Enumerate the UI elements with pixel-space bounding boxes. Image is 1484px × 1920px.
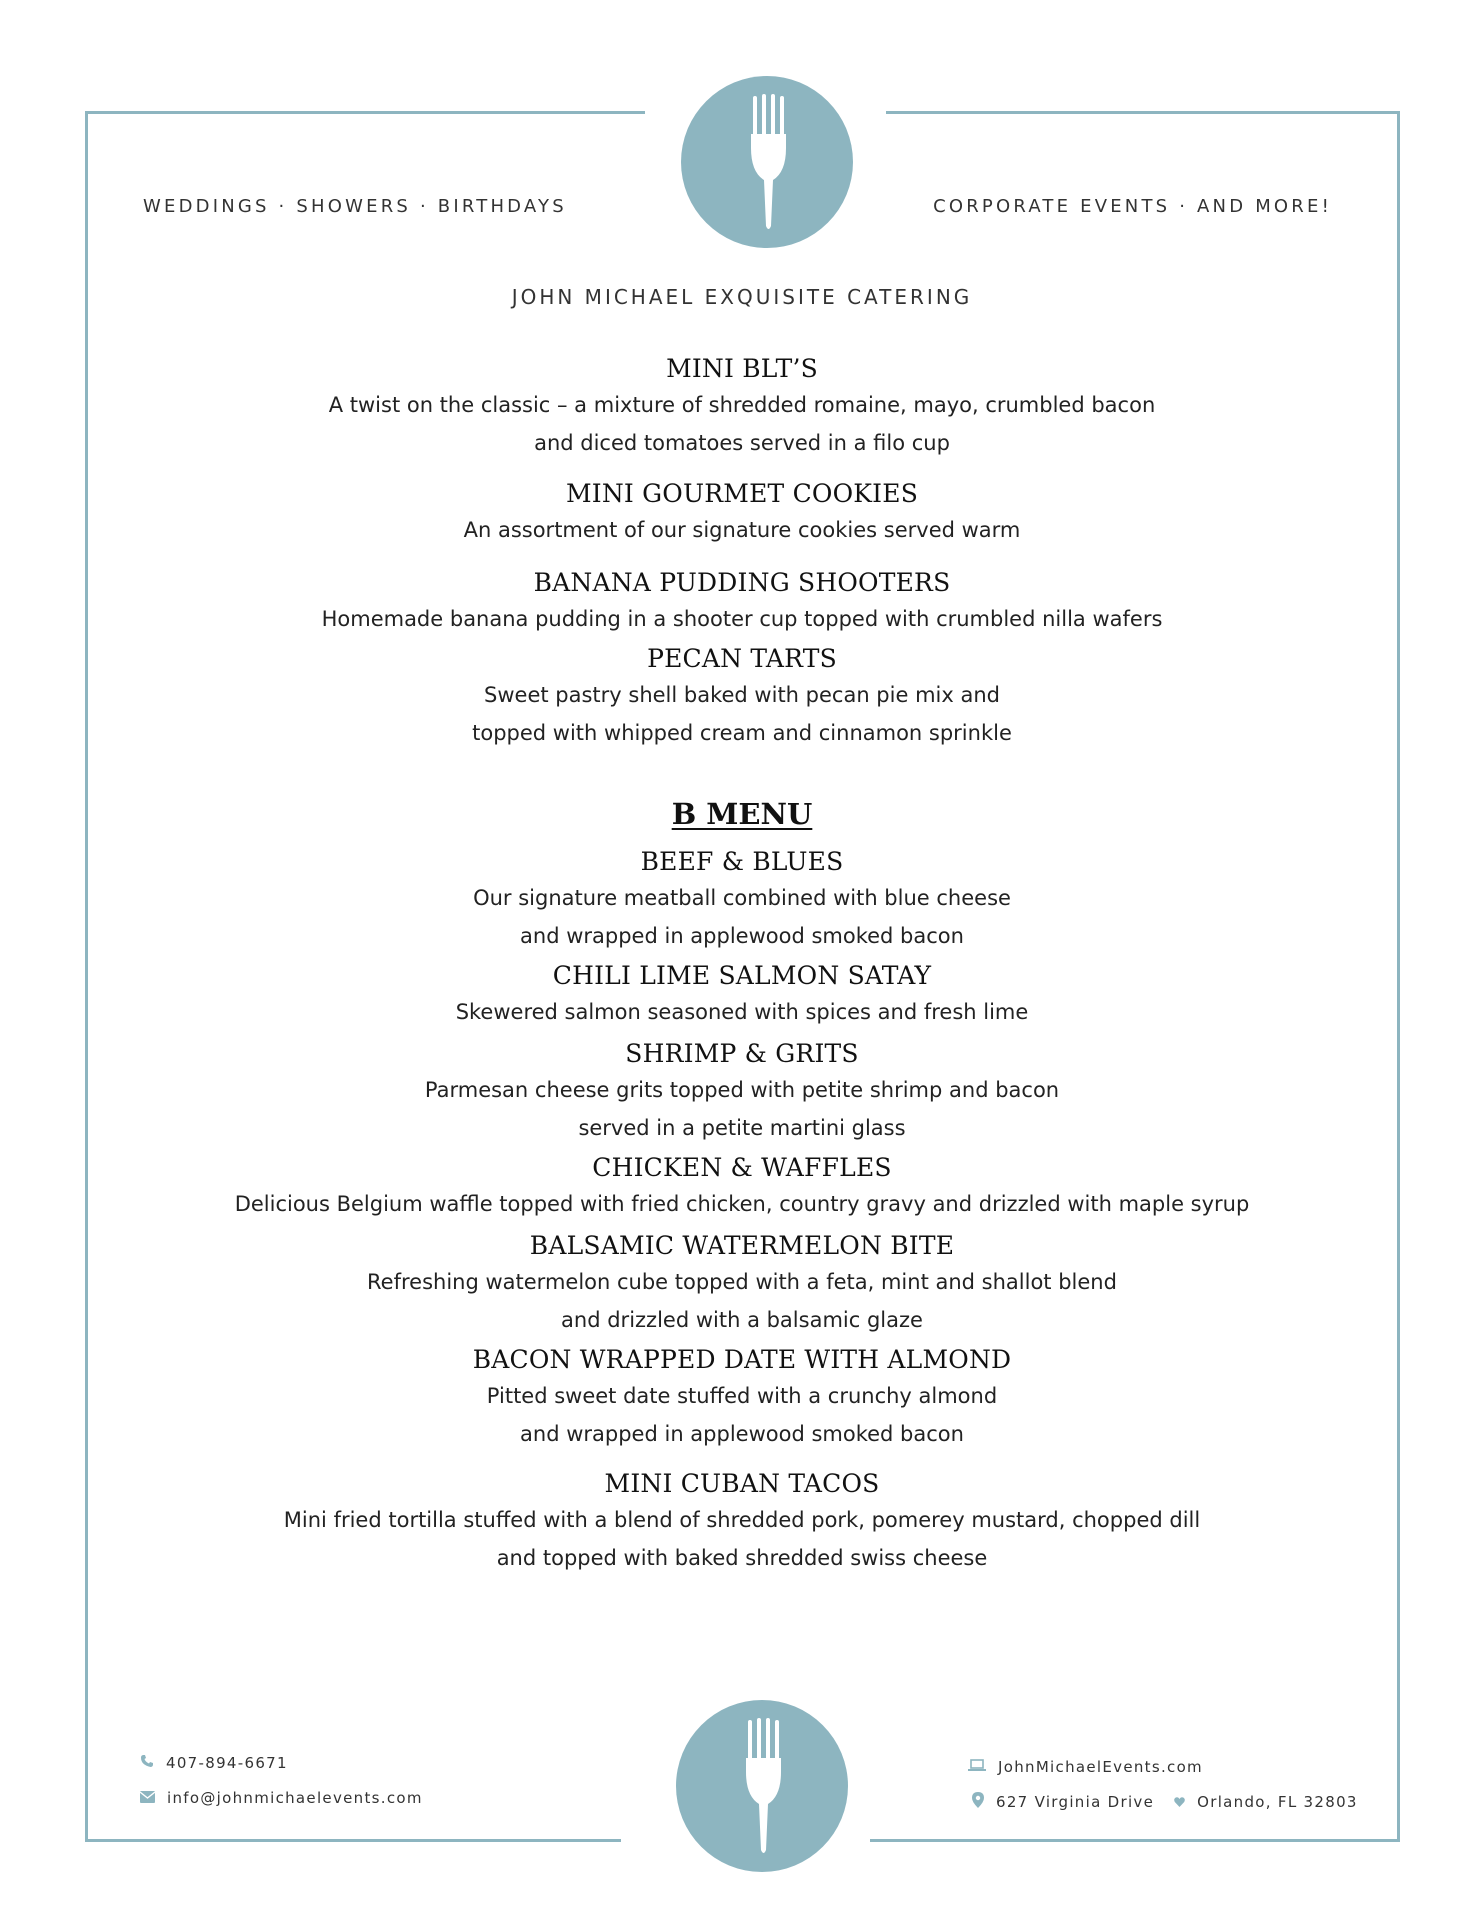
item-title: MINI GOURMET COOKIES (565, 479, 919, 508)
item-title: PECAN TARTS (647, 644, 837, 673)
item-desc: served in a petite martini glass (578, 1116, 906, 1140)
item-desc: Mini fried tortilla stuffed with a blend of shredded pork, pomerey mustard, chopped dill (283, 1508, 1201, 1532)
phone-icon (140, 1754, 154, 1772)
item-title: SHRIMP & GRITS (625, 1039, 859, 1068)
item-title: CHICKEN & WAFFLES (592, 1153, 892, 1182)
item-title: CHILI LIME SALMON SATAY (552, 961, 932, 990)
tagline-left: WEDDINGS · SHOWERS · BIRTHDAYS (143, 196, 567, 217)
logo-emblem-bottom (676, 1700, 848, 1872)
logo-emblem-top (681, 76, 853, 248)
company-name: JOHN MICHAEL EXQUISITE CATERING (511, 285, 973, 309)
email-icon (140, 1789, 155, 1807)
item-desc: Skewered salmon seasoned with spices and fresh lime (455, 1000, 1029, 1024)
item-title: BANANA PUDDING SHOOTERS (533, 568, 951, 597)
website-text: JohnMichaelEvents.com (998, 1758, 1203, 1776)
tagline-right: CORPORATE EVENTS · AND MORE! (933, 196, 1332, 217)
menu-a (0, 352, 1484, 752)
item-title: BACON WRAPPED DATE WITH ALMOND (472, 1345, 1012, 1374)
item-desc: and wrapped in applewood smoked bacon (520, 1422, 964, 1446)
menu-b (0, 797, 1484, 1577)
item-title: BALSAMIC WATERMELON BITE (529, 1231, 955, 1260)
email-text: info@johnmichaelevents.com (167, 1789, 423, 1807)
frame-bottom-left-line (85, 1839, 621, 1842)
item-desc: and wrapped in applewood smoked bacon (520, 924, 964, 948)
address-text: 627 Virginia Drive (996, 1793, 1155, 1811)
menu-item (0, 1151, 1484, 1223)
menu-item (0, 959, 1484, 1031)
item-desc: topped with whipped cream and cinnamon sprinkle (472, 721, 1012, 745)
frame-top-left-line (85, 111, 645, 114)
item-desc: Our signature meatball combined with blue cheese (473, 886, 1011, 910)
menu-item (0, 642, 1484, 752)
item-desc: Delicious Belgium waffle topped with fried chicken, country gravy and drizzled with maple syrup (234, 1192, 1250, 1216)
item-desc: An assortment of our signature cookies served warm (463, 518, 1021, 542)
section-title: B MENU (671, 797, 813, 831)
fork-icon (681, 76, 853, 248)
frame-bottom-right-line (870, 1839, 1400, 1842)
menu-item (0, 1229, 1484, 1339)
item-desc: Sweet pastry shell baked with pecan pie mix and (484, 683, 1000, 707)
item-title: MINI CUBAN TACOS (604, 1469, 880, 1498)
menu-item (0, 352, 1484, 462)
contact-phone[interactable] (140, 1754, 288, 1772)
item-desc: and drizzled with a balsamic glaze (561, 1308, 923, 1332)
phone-text: 407-894-6671 (166, 1754, 288, 1772)
item-title: MINI BLT’S (666, 354, 818, 383)
menu-item (0, 1037, 1484, 1147)
fork-icon (676, 1700, 848, 1872)
contact-address (972, 1792, 1358, 1812)
menu-item (0, 1467, 1484, 1577)
heart-icon (1174, 1793, 1185, 1811)
item-desc: Homemade banana pudding in a shooter cup topped with crumbled nilla wafers (321, 607, 1163, 631)
item-desc: Refreshing watermelon cube topped with a feta, mint and shallot blend (367, 1270, 1117, 1294)
item-desc: and diced tomatoes served in a filo cup (534, 431, 950, 455)
menu-item (0, 566, 1484, 638)
item-title: BEEF & BLUES (640, 847, 844, 876)
menu-item (0, 845, 1484, 955)
menu-item (0, 477, 1484, 549)
contact-website[interactable] (968, 1758, 1203, 1776)
frame-top-right-line (886, 111, 1400, 114)
contact-email[interactable] (140, 1789, 423, 1807)
item-desc: A twist on the classic – a mixture of shredded romaine, mayo, crumbled bacon (328, 393, 1156, 417)
laptop-icon (968, 1758, 986, 1776)
item-desc: Parmesan cheese grits topped with petite shrimp and bacon (424, 1078, 1060, 1102)
city-text: Orlando, FL 32803 (1197, 1793, 1358, 1811)
menu-item (0, 1343, 1484, 1453)
location-pin-icon (972, 1792, 984, 1812)
item-desc: Pitted sweet date stuffed with a crunchy almond (486, 1384, 998, 1408)
item-desc: and topped with baked shredded swiss cheese (496, 1546, 988, 1570)
